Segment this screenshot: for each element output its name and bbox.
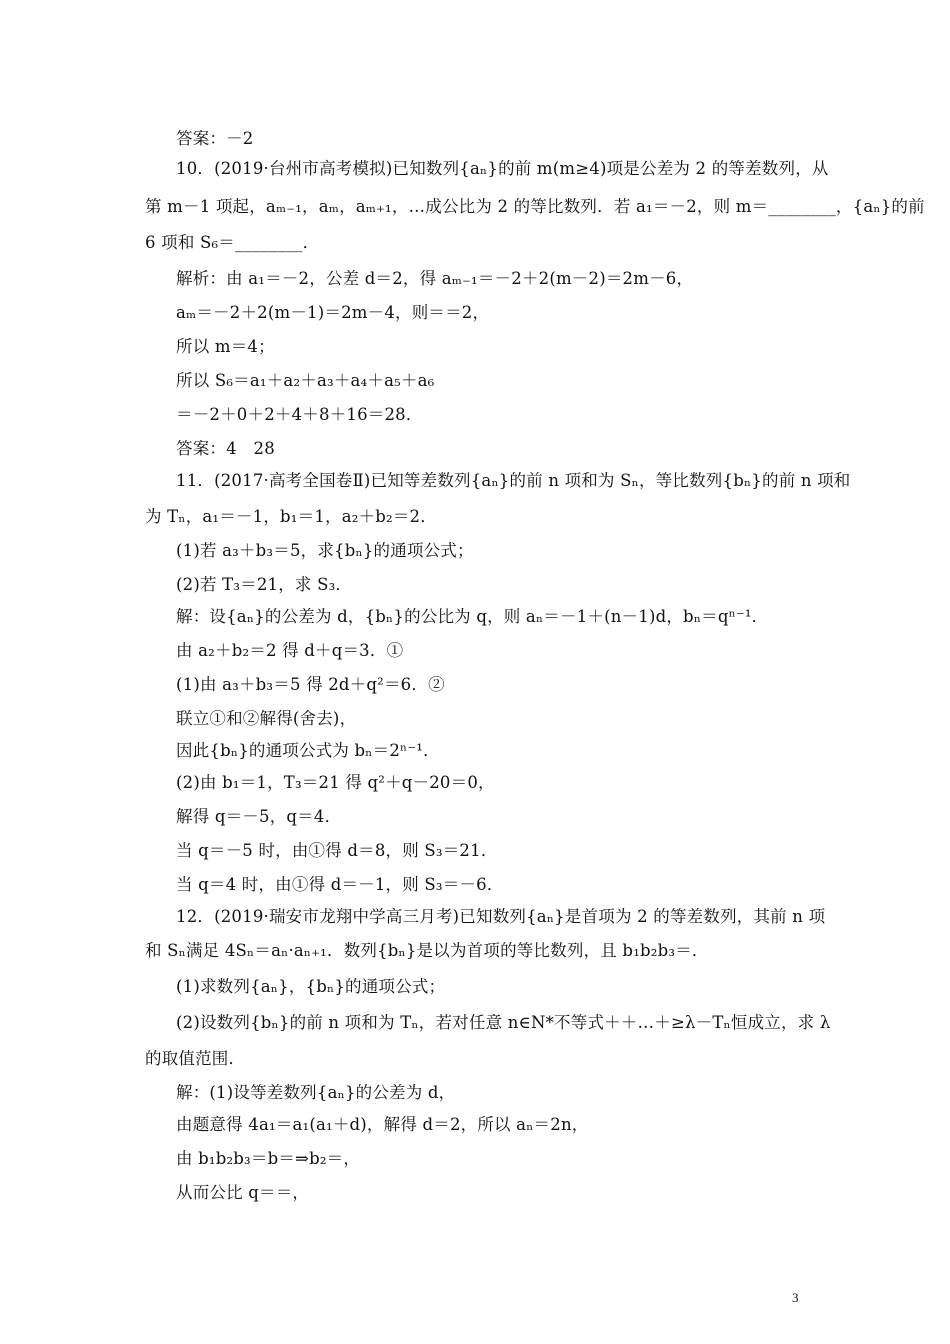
solution-11-line-7: 解得 q＝－5，q＝4． <box>176 807 342 826</box>
solution-12-line-3: 由 b₁b₂b₃＝b＝⇒b₂＝， <box>176 1149 361 1168</box>
solution-12-line-4: 从而公比 q＝＝， <box>176 1183 310 1202</box>
solution-11-line-6: (2)由 b₁＝1，T₃＝21 得 q²＋q－20＝0， <box>176 773 495 792</box>
solution-11-line-3: (1)由 a₃＋b₃＝5 得 2d＋q²＝6．② <box>176 675 445 694</box>
problem-12-part-1: (1)求数列{aₙ}，{bₙ}的通项公式； <box>176 977 446 996</box>
solution-11-line-4: 联立①和②解得(舍去)， <box>176 709 357 728</box>
problem-11-line-1: 11．(2017·高考全国卷Ⅱ)已知等差数列{aₙ}的前 n 项和为 Sₙ，等比数列{bₙ}的前 n 项和 <box>176 471 851 490</box>
problem-12-part-2-end: 的取值范围． <box>145 1049 246 1068</box>
analysis-10-line-3: 所以 m＝4； <box>176 337 275 356</box>
problem-10-line-3: 6 项和 S₆＝________． <box>145 233 320 252</box>
analysis-10-line-1: 解析：由 a₁＝－2，公差 d＝2，得 aₘ₋₁＝－2＋2(m－2)＝2m－6， <box>176 269 694 288</box>
problem-11-part-1: (1)若 a₃＋b₃＝5，求{bₙ}的通项公式； <box>176 541 474 560</box>
page-number: 3 <box>792 1290 799 1305</box>
analysis-10-line-5: ＝－2＋0＋2＋4＋8＋16＝28． <box>176 405 423 424</box>
problem-10-line-1: 10．(2019·台州市高考模拟)已知数列{aₙ}的前 m(m≥4)项是公差为 2 的等差数列，从 <box>176 159 829 178</box>
solution-11-line-8: 当 q＝－5 时，由①得 d＝8，则 S₃＝21． <box>176 841 498 860</box>
analysis-10-line-4: 所以 S₆＝a₁＋a₂＋a₃＋a₄＋a₅＋a₆ <box>176 371 435 390</box>
problem-10-line-2: 第 m－1 项起，aₘ₋₁，aₘ，aₘ₊₁，…成公比为 2 的等比数列．若 a₁＝－2，则 m＝________，{aₙ}的前 <box>145 197 925 216</box>
problem-12-part-2: (2)设数列{bₙ}的前 n 项和为 Tₙ，若对任意 n∈N*不等式＋＋…＋≥λ－Tₙ恒成立，求 λ <box>176 1013 831 1032</box>
problem-12-line-2: 和 Sₙ满足 4Sₙ＝aₙ·aₙ₊₁．数列{bₙ}是以为首项的等比数列，且 b₁b₂b₃＝． <box>145 941 709 960</box>
solution-11-line-1: 解：设{aₙ}的公差为 d，{bₙ}的公比为 q，则 aₙ＝－1＋(n－1)d，bₙ＝qⁿ⁻¹． <box>176 607 769 626</box>
solution-12-line-2: 由题意得 4a₁＝a₁(a₁＋d)，解得 d＝2，所以 aₙ＝2n， <box>176 1115 589 1134</box>
solution-11-line-5: 因此{bₙ}的通项公式为 bₙ＝2ⁿ⁻¹． <box>176 741 440 760</box>
solution-11-line-2: 由 a₂＋b₂＝2 得 d＋q＝3．① <box>176 641 404 660</box>
answer-9: 答案：－2 <box>176 129 254 148</box>
solution-12-line-1: 解：(1)设等差数列{aₙ}的公差为 d， <box>176 1083 456 1102</box>
problem-12-line-1: 12．(2019·瑞安市龙翔中学高三月考)已知数列{aₙ}是首项为 2 的等差数列，其前 n 项 <box>176 907 826 926</box>
problem-11-part-2: (2)若 T₃＝21，求 S₃． <box>176 575 353 594</box>
answer-10: 答案：4 28 <box>176 439 275 458</box>
problem-11-line-2: 为 Tₙ，a₁＝－1，b₁＝1，a₂＋b₂＝2． <box>145 507 437 526</box>
analysis-10-line-2: aₘ＝－2＋2(m－1)＝2m－4，则＝＝2， <box>176 303 490 322</box>
solution-11-line-9: 当 q＝4 时，由①得 d＝－1，则 S₃＝－6． <box>176 875 504 894</box>
